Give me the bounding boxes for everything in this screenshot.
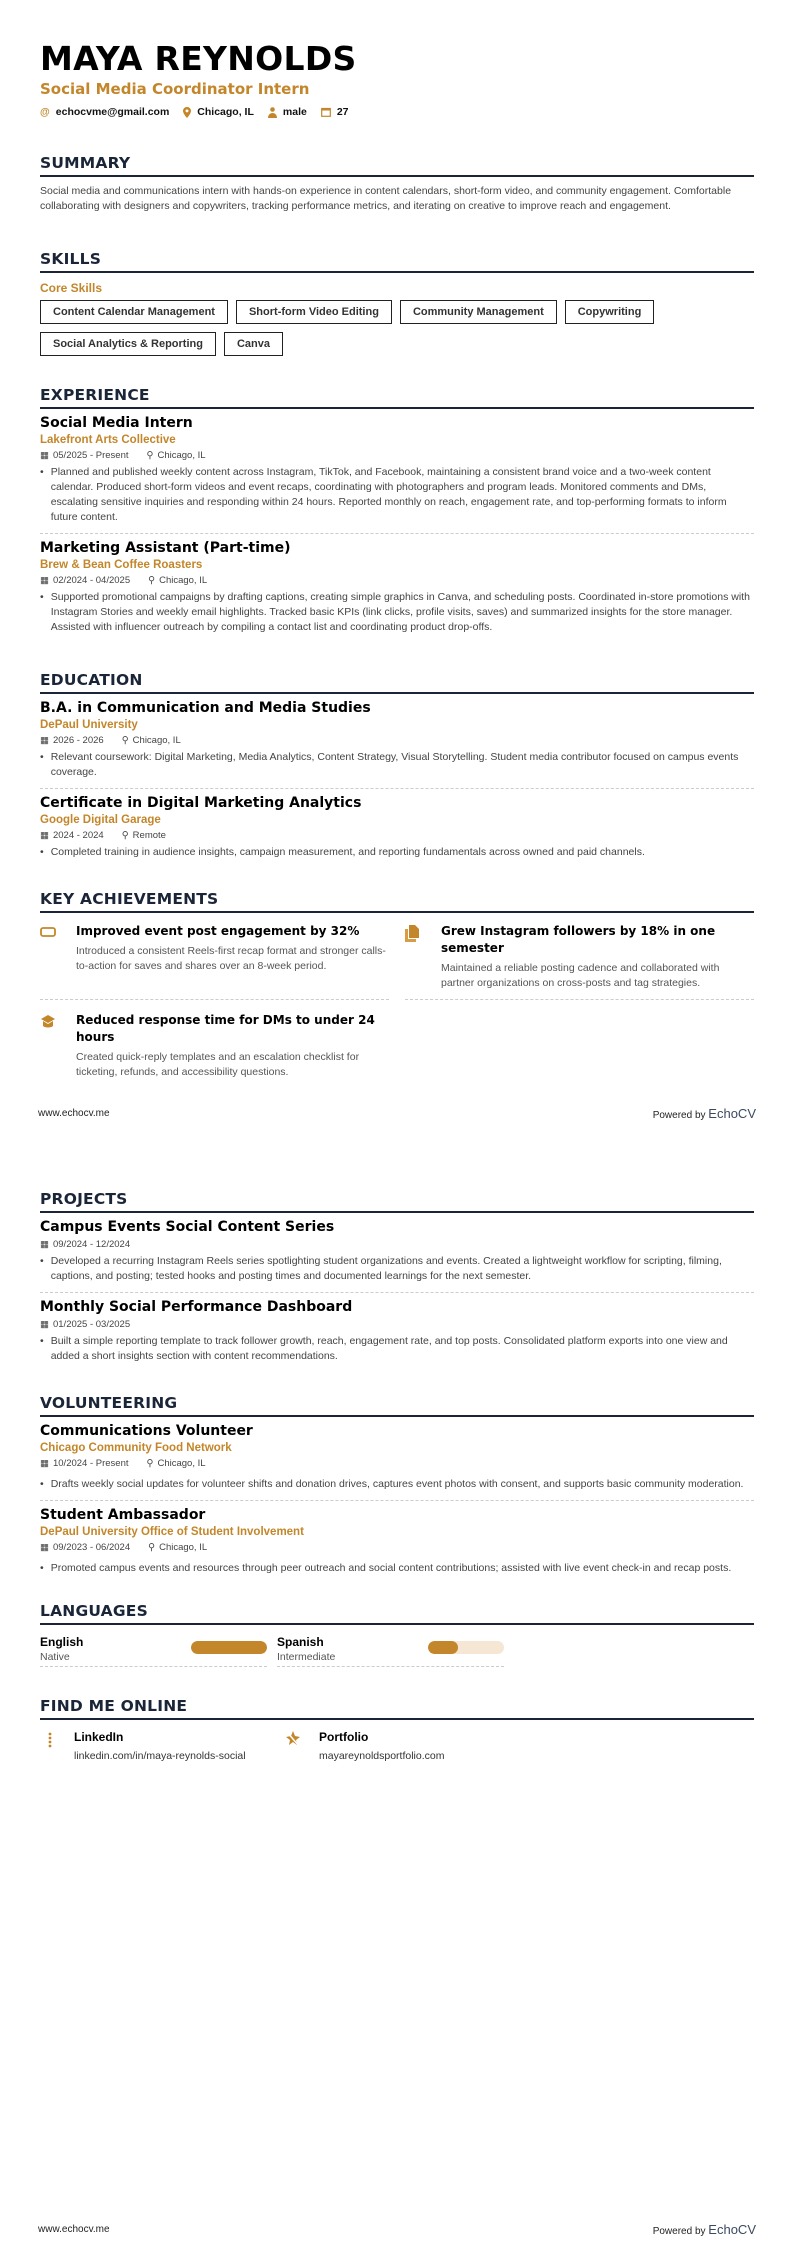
experience-entry: [40, 409, 754, 534]
location: Chicago, IL: [157, 450, 206, 461]
project-title: Monthly Social Performance Dashboard: [40, 1299, 353, 1315]
skills-group-title: Core Skills: [40, 281, 103, 295]
dates: 2026 - 2026: [52, 735, 104, 746]
documents-icon: [405, 923, 427, 991]
map-pin-icon: ⚲: [148, 1542, 156, 1553]
projects-section: [40, 1190, 754, 1372]
location: Chicago, IL: [159, 575, 208, 586]
school-name: Google Digital Garage: [40, 814, 161, 826]
footer-site-link[interactable]: www.echocv.me: [38, 2224, 110, 2235]
bullet-text: Promoted campus events and resources through peer outreach and social content contributions; assisted with live event check-in and recap posts.: [50, 1562, 732, 1574]
skill-tag: Canva: [224, 332, 283, 356]
project-entry: [40, 1293, 754, 1372]
section-title: SKILLS: [40, 250, 754, 273]
page-footer: [38, 1106, 756, 1121]
achievement-desc: Maintained a reliable posting cadence and collaborated with partner organizations on cross-posts and tag strategies.: [441, 962, 720, 989]
location: Chicago, IL: [157, 1458, 206, 1469]
at-icon: @: [40, 106, 50, 118]
proficiency-fill: [428, 1641, 458, 1654]
contact-email[interactable]: [40, 106, 169, 118]
project-entry: [40, 1213, 754, 1293]
online-label: LinkedIn: [74, 1730, 124, 1744]
entry-meta: [40, 735, 754, 746]
online-label: Portfolio: [319, 1730, 369, 1744]
rectangle-icon: [40, 923, 62, 991]
map-pin-icon: [183, 107, 191, 118]
bullet-item: • Planned and published weekly content across Instagram, TikTok, and Facebook, maintaining a consistent brand voice and a two-week content calendar. Produced short-form videos and event recaps, coordinating with photographers and program leads. Monitored comments and DMs, escalating sensitive inquiries and responding within 24 hours. Reported monthly on reach, engagement rate, and top-performing formats to inform future content.: [40, 465, 754, 525]
achievement-title: Grew Instagram followers by 18% in one semester: [441, 924, 716, 955]
achievement-desc: Introduced a consistent Reels-first recap format and stronger calls-to-action for saves and shares over an 8-week period.: [76, 945, 386, 972]
entry-meta: [40, 1239, 754, 1250]
section-title: FIND ME ONLINE: [40, 1697, 754, 1720]
section-title: PROJECTS: [40, 1190, 754, 1213]
proficiency-fill: [191, 1641, 267, 1654]
dates: 01/2025 - 03/2025: [52, 1319, 131, 1330]
volunteer-entry: [40, 1417, 754, 1501]
achievement-title: Improved event post engagement by 32%: [76, 924, 360, 938]
bullet-text: Drafts weekly social updates for volunteer shifts and donation drives, captures event photos with consent, and supports basic community moderation.: [50, 1478, 744, 1490]
map-pin-icon: ⚲: [148, 575, 156, 586]
map-pin-icon: ⚲: [146, 1458, 154, 1469]
brand-logo: EchoCV: [708, 2222, 756, 2237]
dates: 05/2025 - Present: [52, 450, 129, 461]
gender-text: male: [282, 106, 307, 118]
organization-name: DePaul University Office of Student Involvement: [40, 1526, 304, 1538]
bullet-item: • Developed a recurring Instagram Reels series spotlighting student organizations and events. Created a lightweight workflow for scripting, filming, captions, and posting; tested hooks and posting times and documented learnings for the next semester.: [40, 1254, 754, 1284]
bullet-item: • Built a simple reporting template to track follower growth, reach, engagement rate, and top posts. Consolidated platform exports into one view and added a short insights section with content recommendations.: [40, 1334, 754, 1364]
entry-meta: [40, 1319, 754, 1330]
map-pin-icon: ⚲: [146, 450, 154, 461]
achievement-item: [40, 923, 389, 1000]
calendar-icon: ▦: [40, 1458, 49, 1469]
footer-site-link[interactable]: www.echocv.me: [38, 1108, 110, 1119]
language-item: [40, 1635, 267, 1667]
language-name: Spanish: [277, 1635, 324, 1649]
contact-location: [183, 106, 254, 118]
experience-entry: [40, 534, 754, 643]
achievement-item: [40, 1012, 389, 1088]
achievements-grid: [40, 923, 754, 1100]
graduation-cap-icon: [40, 1012, 62, 1080]
calendar-icon: [321, 107, 331, 117]
age-text: 27: [336, 106, 349, 118]
languages-list: [40, 1635, 754, 1667]
bullet-text: Developed a recurring Instagram Reels series spotlighting student organizations and events. Created a lightweight workflow for scripting, filming, captions, and posting; tested hooks and posting times and documented learnings for the next semester.: [50, 1255, 722, 1282]
contact-bar: [40, 106, 754, 118]
volunteer-entry: [40, 1501, 754, 1584]
resume-header: [40, 0, 754, 118]
calendar-icon: ▦: [40, 1239, 49, 1250]
proficiency-bar: [191, 1641, 267, 1654]
skills-tags: [40, 300, 760, 356]
online-section: [40, 1697, 754, 1762]
section-title: EXPERIENCE: [40, 386, 754, 409]
dates: 09/2024 - 12/2024: [52, 1239, 131, 1250]
school-name: DePaul University: [40, 719, 138, 731]
calendar-icon: ▦: [40, 1319, 49, 1330]
bullet-text: Built a simple reporting template to track follower growth, reach, engagement rate, and top posts. Consolidated platform exports into one view and added a short insights section with content recommendations.: [50, 1335, 728, 1362]
section-title: KEY ACHIEVEMENTS: [40, 890, 754, 913]
entry-meta: [40, 575, 754, 586]
footer-powered-by: [653, 1106, 756, 1121]
section-title: VOLUNTEERING: [40, 1394, 754, 1417]
map-pin-icon: ⚲: [121, 830, 129, 841]
education-entry: [40, 789, 754, 868]
email-text: echocvme@gmail.com: [55, 106, 170, 118]
candidate-role: Social Media Coordinator Intern: [40, 80, 310, 98]
bullet-item: • Relevant coursework: Digital Marketing, Media Analytics, Content Strategy, Visual Storytelling. Student media contributor focused on campus events coverage.: [40, 750, 754, 780]
summary-section: [40, 154, 754, 214]
bullet-text: Planned and published weekly content across Instagram, TikTok, and Facebook, maintaining a consistent brand voice and a two-week content calendar. Produced short-form videos and event recaps, coordinating with photographers and program leads. Monitored comments and DMs, escalating sensitive inquiries and responding within 24 hours. Reported monthly on reach, engagement rate, and top-performing formats to inform future content.: [50, 466, 727, 523]
language-item: [277, 1635, 504, 1667]
calendar-icon: ▦: [40, 830, 49, 841]
dates: 02/2024 - 04/2025: [52, 575, 131, 586]
education-section: [40, 671, 754, 868]
person-icon: [268, 107, 277, 118]
language-level: Intermediate: [277, 1651, 336, 1663]
online-url[interactable]: mayareynoldsportfolio.com: [319, 1750, 445, 1762]
entry-meta: [40, 830, 754, 841]
section-title: LANGUAGES: [40, 1602, 754, 1625]
brand-logo: EchoCV: [708, 1106, 756, 1121]
skill-tag: Social Analytics & Reporting: [40, 332, 216, 356]
skill-tag: Community Management: [400, 300, 557, 324]
section-title: EDUCATION: [40, 671, 754, 694]
location: Chicago, IL: [159, 1542, 208, 1553]
company-name: Lakefront Arts Collective: [40, 434, 176, 446]
language-level: Native: [40, 1651, 70, 1663]
proficiency-bar: [428, 1641, 504, 1654]
dates: 10/2024 - Present: [52, 1458, 129, 1469]
job-title: Social Media Intern: [40, 415, 193, 431]
skill-tag: Content Calendar Management: [40, 300, 228, 324]
bullet-item: • Supported promotional campaigns by drafting captions, creating simple graphics in Canva, and scheduling posts. Coordinated in-store promotions with Instagram Stories and weekly email highlights. Tracked basic KPIs (link clicks, profile visits, saves) and summarized insights for the store manager. Assisted with influencer outreach by compiling a contact list and coordinating product drop-offs.: [40, 590, 754, 635]
location-text: Chicago, IL: [197, 106, 254, 118]
degree-title: Certificate in Digital Marketing Analytics: [40, 795, 362, 811]
entry-meta: [40, 1542, 754, 1553]
location: Chicago, IL: [132, 735, 181, 746]
footer-powered-by: [653, 2222, 756, 2237]
calendar-icon: ▦: [40, 1542, 49, 1553]
online-link-linkedin[interactable]: [40, 1730, 285, 1762]
bullet-item: • Promoted campus events and resources through peer outreach and social content contributions; assisted with live event check-in and recap posts.: [40, 1562, 732, 1574]
contact-age: [321, 106, 349, 118]
project-title: Campus Events Social Content Series: [40, 1219, 335, 1235]
volunteer-role: Student Ambassador: [40, 1507, 206, 1523]
volunteer-role: Communications Volunteer: [40, 1423, 253, 1439]
languages-section: [40, 1602, 754, 1667]
achievement-desc: Created quick-reply templates and an escalation checklist for ticketing, refunds, and accessibility questions.: [76, 1051, 360, 1078]
dots-vertical-icon: [40, 1730, 56, 1762]
star-slash-icon: [285, 1730, 301, 1762]
bullet-text: Supported promotional campaigns by drafting captions, creating simple graphics in Canva, and scheduling posts. Coordinated in-store promotions with Instagram Stories and weekly email highlights. Tracked basic KPIs (link clicks, profile visits, saves) and summarized insights for the store manager. Assisted with influencer outreach by compiling a contact list and coordinating product drop-offs.: [50, 591, 750, 633]
experience-section: [40, 386, 754, 643]
powered-by-text: Powered by: [652, 2226, 706, 2237]
calendar-icon: ▦: [40, 735, 49, 746]
online-links: [40, 1730, 754, 1762]
achievements-section: [40, 890, 754, 1100]
organization-name: Chicago Community Food Network: [40, 1442, 232, 1454]
entry-meta: [40, 1458, 754, 1469]
achievement-title: Reduced response time for DMs to under 24 hours: [76, 1013, 375, 1044]
achievement-item: [405, 923, 754, 1000]
bullet-text: Completed training in audience insights, campaign measurement, and reporting fundamentals across owned and paid channels.: [50, 846, 645, 858]
education-entry: [40, 694, 754, 789]
calendar-icon: ▦: [40, 575, 49, 586]
skill-tag: Short-form Video Editing: [236, 300, 392, 324]
skills-section: [40, 250, 754, 356]
contact-gender: [268, 106, 307, 118]
volunteering-section: [40, 1394, 754, 1584]
job-title: Marketing Assistant (Part-time): [40, 540, 291, 556]
entry-meta: [40, 450, 754, 461]
section-title: SUMMARY: [40, 154, 754, 177]
location: Remote: [132, 830, 166, 841]
candidate-name: MAYA REYNOLDS: [40, 39, 357, 78]
map-pin-icon: ⚲: [121, 735, 129, 746]
page-footer: [38, 2222, 756, 2237]
skill-tag: Copywriting: [565, 300, 655, 324]
calendar-icon: ▦: [40, 450, 49, 461]
online-url[interactable]: linkedin.com/in/maya-reynolds-social: [74, 1750, 246, 1762]
dates: 2024 - 2024: [52, 830, 104, 841]
language-name: English: [40, 1635, 84, 1649]
company-name: Brew & Bean Coffee Roasters: [40, 559, 203, 571]
bullet-item: • Drafts weekly social updates for volunteer shifts and donation drives, captures event photos with consent, and supports basic community moderation.: [40, 1478, 744, 1490]
bullet-text: Relevant coursework: Digital Marketing, Media Analytics, Content Strategy, Visual Storytelling. Student media contributor focused on campus events coverage.: [50, 751, 739, 778]
online-link-portfolio[interactable]: [285, 1730, 530, 1762]
powered-by-text: Powered by: [652, 1110, 706, 1121]
bullet-item: • Completed training in audience insights, campaign measurement, and reporting fundamentals across owned and paid channels.: [40, 846, 645, 858]
summary-text: Social media and communications intern with hands-on experience in content calendars, short-form video, and community engagement. Comfortable collaborating with designers and copywriters, tracking performance metrics, and iterating on creative to improve reach and engagement.: [40, 185, 732, 212]
dates: 09/2023 - 06/2024: [52, 1542, 131, 1553]
degree-title: B.A. in Communication and Media Studies: [40, 700, 371, 716]
